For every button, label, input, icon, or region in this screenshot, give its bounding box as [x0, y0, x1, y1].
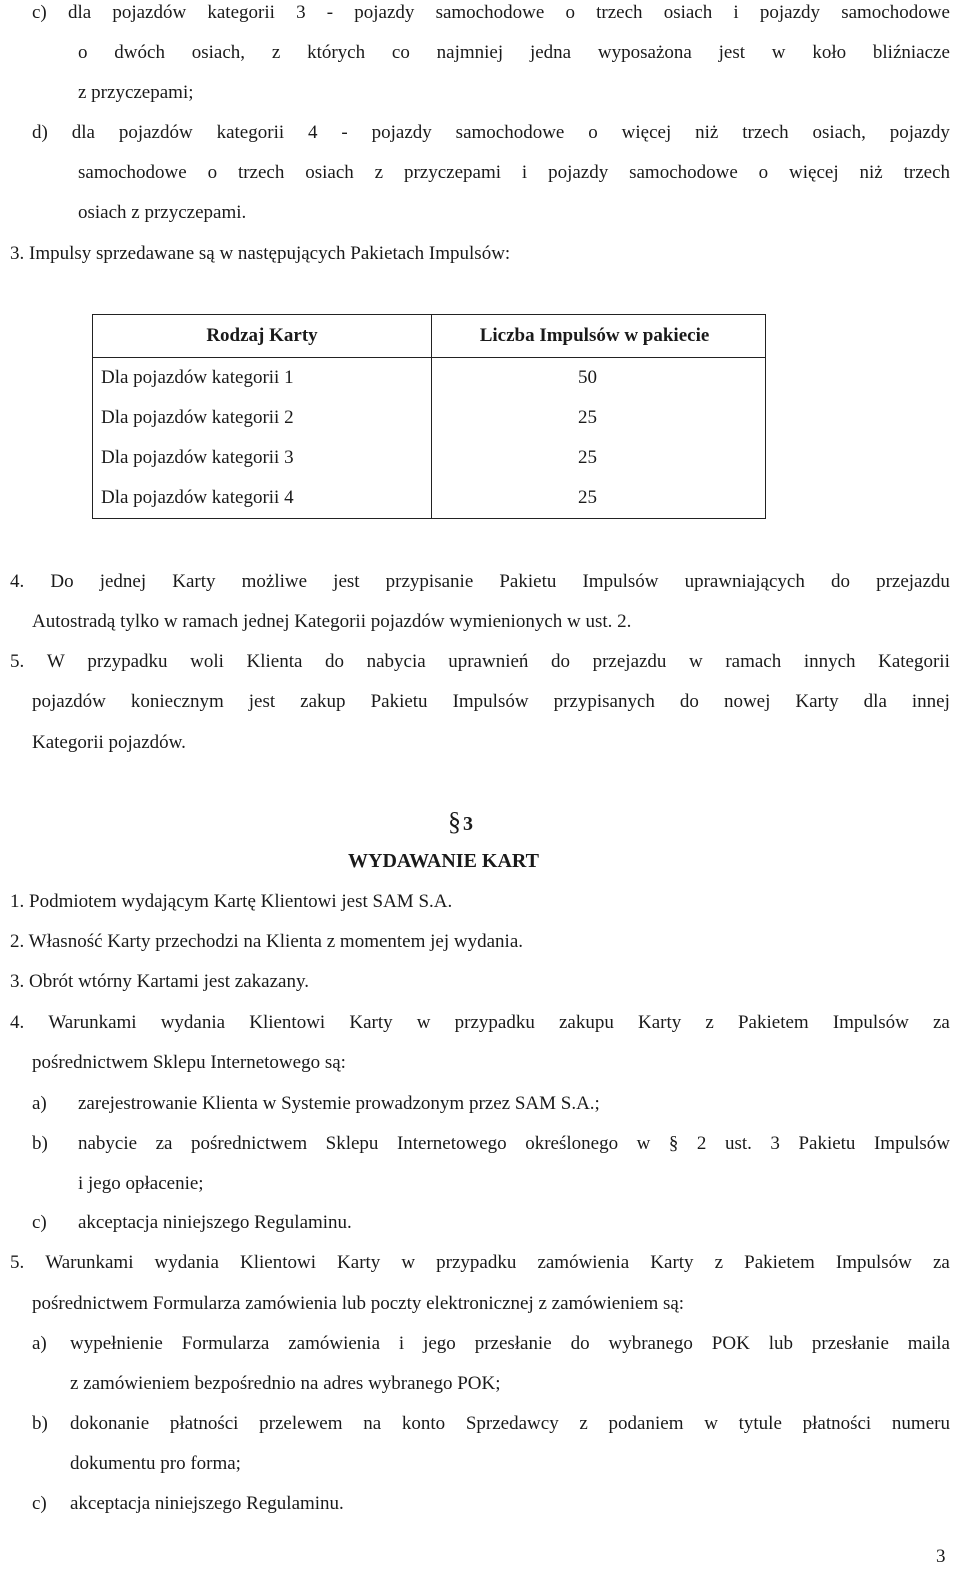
word: zamówienia	[288, 1333, 381, 1354]
section-number-value: 3	[463, 813, 473, 835]
section-item-4-line-1	[10, 1011, 950, 1035]
word: osiach	[305, 162, 354, 183]
word: Warunkami	[45, 1252, 134, 1273]
word: w	[636, 1133, 651, 1154]
paragraph-5-line-3: Kategorii pojazdów.	[32, 732, 186, 753]
table-cell-card-type: Dla pojazdów kategorii 2	[93, 398, 432, 438]
word: za	[932, 1012, 950, 1033]
word: najmniej	[436, 42, 504, 63]
item-c-line-1	[32, 1, 950, 25]
word: innych	[803, 651, 856, 672]
item-4c-text: akceptacja niniejszego Regulaminu.	[78, 1212, 352, 1233]
word: lub	[768, 1333, 793, 1354]
word: Internetowego	[396, 1133, 507, 1154]
word: trzech	[596, 2, 643, 23]
word: o	[78, 42, 88, 63]
word: 4	[308, 122, 318, 143]
word: przesłanie	[811, 1333, 889, 1354]
word: Sklepu	[325, 1133, 379, 1154]
section-item-4-line-2: pośrednictwem Sklepu Internetowego są:	[32, 1052, 346, 1073]
item-4b-marker: b)	[32, 1133, 48, 1154]
word: Karty	[650, 1252, 694, 1273]
word: maila	[907, 1333, 950, 1354]
word: pojazdów	[32, 691, 106, 712]
word: Klientowi	[239, 1252, 316, 1273]
word: samochodowe	[78, 162, 187, 183]
word: pojazdy	[354, 2, 415, 23]
word: na	[363, 1413, 382, 1434]
word: płatności	[802, 1413, 872, 1434]
word: do	[570, 1333, 590, 1354]
word: ust.	[724, 1133, 752, 1154]
word: Pakietem	[737, 1012, 809, 1033]
word: do	[830, 571, 850, 592]
word: -	[341, 122, 348, 143]
word: pojazdy	[889, 122, 950, 143]
item-d-line-2	[78, 161, 950, 185]
word: w	[416, 1012, 431, 1033]
word: 4.	[10, 1012, 25, 1033]
item-5a-text-line-2: z zamówieniem bezpośrednio na adres wybranego POK;	[70, 1373, 501, 1394]
section-item-2: 2. Własność Karty przechodzi na Klienta z momentem jej wydania.	[10, 931, 523, 952]
table-row	[93, 358, 766, 399]
word: pojazdy	[371, 122, 432, 143]
word: trzech	[742, 122, 789, 143]
word: numeru	[891, 1413, 950, 1434]
word: osiach,	[812, 122, 866, 143]
word: Impulsów	[873, 1133, 950, 1154]
word: możliwe	[241, 571, 308, 592]
word: co	[391, 42, 410, 63]
word: koło	[812, 42, 847, 63]
table-row	[93, 398, 766, 438]
word: §	[668, 1133, 679, 1154]
word: za	[155, 1133, 173, 1154]
word: 3	[296, 2, 306, 23]
word: z	[271, 42, 281, 63]
word: jest	[333, 571, 360, 592]
word: do	[551, 651, 571, 672]
word: z	[705, 1012, 714, 1033]
word: kategorii	[216, 122, 285, 143]
word: samochodowe	[435, 2, 545, 23]
word: zakup	[300, 691, 346, 712]
word: wydania	[154, 1252, 219, 1273]
item-5c-marker: c)	[32, 1493, 47, 1514]
word: przypadku	[87, 651, 168, 672]
word: W	[46, 651, 65, 672]
word: dokonanie	[70, 1413, 150, 1434]
table-cell-card-type: Dla pojazdów kategorii 4	[93, 478, 432, 519]
paragraph-sign-icon: §	[448, 807, 461, 836]
item-4c-marker: c)	[32, 1212, 47, 1233]
word: nabycie	[78, 1133, 138, 1154]
word: zamówienia	[537, 1252, 630, 1273]
word: w	[704, 1413, 718, 1434]
word: przyczepami	[403, 162, 502, 183]
word: Pakietu	[798, 1133, 856, 1154]
word: o	[565, 2, 575, 23]
word: i	[398, 1333, 405, 1354]
word: Karty	[172, 571, 216, 592]
word: więcej	[789, 162, 839, 183]
table-cell-impulse-count: 25	[432, 398, 766, 438]
word: przypisanie	[385, 571, 474, 592]
item-5b-text-line-1	[70, 1412, 950, 1436]
word: Klienta	[246, 651, 303, 672]
table-cell-impulse-count: 25	[432, 478, 766, 519]
word: Formularza	[181, 1333, 270, 1354]
word: o	[207, 162, 218, 183]
page-number: 3	[936, 1546, 946, 1567]
word: osiach	[663, 2, 713, 23]
word: woli	[190, 651, 224, 672]
section-item-5-line-1	[10, 1251, 950, 1275]
item-d-line-1	[32, 121, 950, 145]
word: przejazdu	[592, 651, 667, 672]
word: innej	[911, 691, 950, 712]
section-title: WYDAWANIE KART	[348, 850, 539, 872]
word: za	[932, 1252, 950, 1273]
word: dla	[863, 691, 887, 712]
word: podaniem	[608, 1413, 684, 1434]
item-c-line-2	[78, 41, 950, 65]
word: 5.	[10, 1252, 25, 1273]
item-4a-text: zarejestrowanie Klienta w Systemie prowadzonym przez SAM S.A.;	[78, 1093, 600, 1114]
word: przesłanie	[474, 1333, 552, 1354]
word: 2	[696, 1133, 707, 1154]
word: niż	[695, 122, 719, 143]
word: nabycia	[366, 651, 426, 672]
word: przejazdu	[876, 571, 950, 592]
word: ramach	[725, 651, 782, 672]
table-row	[93, 438, 766, 478]
word: o	[588, 122, 598, 143]
word: i	[521, 162, 528, 183]
paragraph-5-line-2	[32, 690, 950, 714]
word: jest	[248, 691, 276, 712]
word: z	[714, 1252, 724, 1273]
word: Pakietu	[499, 571, 557, 592]
word: dwóch	[114, 42, 165, 63]
word: Impulsów	[582, 571, 659, 592]
word: wybranego	[608, 1333, 693, 1354]
word: przelewem	[259, 1413, 343, 1434]
word: więcej	[621, 122, 672, 143]
table-header-impulse-count: Liczba Impulsów w pakiecie	[432, 315, 766, 358]
item-5b-text-line-2: dokumentu pro forma;	[70, 1453, 241, 1474]
word: dla	[67, 2, 92, 23]
section-item-1: 1. Podmiotem wydającym Kartę Klientowi jest SAM S.A.	[10, 891, 453, 912]
word: trzech	[237, 162, 285, 183]
word: jego	[423, 1333, 456, 1354]
word: do	[679, 691, 699, 712]
word: zakupu	[558, 1012, 614, 1033]
word: wypełnienie	[70, 1333, 163, 1354]
word: osiach,	[191, 42, 246, 63]
impulse-packages-table	[92, 314, 766, 519]
item-4a-marker: a)	[32, 1093, 47, 1114]
item-d-line-3: osiach z przyczepami.	[78, 202, 247, 223]
word: w	[771, 42, 786, 63]
item-5c-text: akceptacja niniejszego Regulaminu.	[70, 1493, 344, 1514]
word: Impulsów	[452, 691, 529, 712]
word: samochodowe	[455, 122, 565, 143]
section-number	[448, 807, 473, 836]
word: i	[733, 2, 739, 23]
word: pojazdów	[118, 122, 193, 143]
word: 3	[770, 1133, 780, 1154]
word: których	[307, 42, 366, 63]
table-cell-card-type: Dla pojazdów kategorii 1	[93, 358, 432, 399]
word: płatności	[169, 1413, 239, 1434]
word: dla	[71, 122, 95, 143]
word: z	[579, 1413, 588, 1434]
word: -	[326, 2, 334, 23]
item-5b-marker: b)	[32, 1413, 48, 1434]
item-4b-text-line-2: i jego opłacenie;	[78, 1173, 204, 1194]
table-cell-impulse-count: 50	[432, 358, 766, 399]
word: Do	[50, 571, 74, 592]
word: samochodowe	[629, 162, 738, 183]
word: 4.	[10, 571, 25, 592]
item-c-line-3: z przyczepami;	[78, 82, 194, 103]
word: w	[689, 651, 703, 672]
word: uprawnień	[448, 651, 529, 672]
item-5a-marker: a)	[32, 1333, 47, 1354]
table-cell-impulse-count: 25	[432, 438, 766, 478]
word: wyposażona	[597, 42, 692, 63]
word: Karty	[795, 691, 839, 712]
word: nowej	[723, 691, 771, 712]
word: w	[401, 1252, 416, 1273]
item-4b-text-line-1	[78, 1132, 950, 1156]
word: Impulsów	[832, 1012, 909, 1033]
word: Kategorii	[878, 651, 950, 672]
word: pośrednictwem	[191, 1133, 308, 1154]
word: Pakietu	[370, 691, 428, 712]
word: Karty	[337, 1252, 381, 1273]
word: POK	[711, 1333, 750, 1354]
word: przypadku	[454, 1012, 535, 1033]
word: bliźniacze	[872, 42, 950, 63]
word: jedna	[529, 42, 572, 63]
word: Warunkami	[48, 1012, 137, 1033]
word: jednej	[99, 571, 147, 592]
word: pojazdy	[548, 162, 609, 183]
word: pojazdów	[112, 2, 187, 23]
section-item-5-line-2: pośrednictwem Formularza zamówienia lub poczty elektronicznej z zamówieniem są:	[32, 1293, 685, 1314]
word: Impulsów	[835, 1252, 912, 1273]
word: Karty	[638, 1012, 682, 1033]
item-5a-text-line-1	[70, 1332, 950, 1356]
word: pojazdy	[759, 2, 821, 23]
table-cell-card-type: Dla pojazdów kategorii 3	[93, 438, 432, 478]
word: jest	[718, 42, 745, 63]
word: niż	[859, 162, 883, 183]
word: Sprzedawcy	[465, 1413, 559, 1434]
word: przypadku	[436, 1252, 517, 1273]
word: określonego	[525, 1133, 619, 1154]
word: d)	[32, 122, 48, 143]
word: o	[758, 162, 769, 183]
word: tytule	[738, 1413, 782, 1434]
word: kategorii	[207, 2, 275, 23]
paragraph-4-line-2: Autostradą tylko w ramach jednej Kategorii pojazdów wymienionych w ust. 2.	[32, 611, 632, 632]
word: z	[374, 162, 384, 183]
word: Karty	[349, 1012, 393, 1033]
table-header-row	[93, 315, 766, 358]
section-item-3: 3. Obrót wtórny Kartami jest zakazany.	[10, 971, 309, 992]
word: 5.	[10, 651, 25, 672]
word: Klientowi	[249, 1012, 326, 1033]
table-header-card-type: Rodzaj Karty	[93, 315, 432, 358]
word: trzech	[903, 162, 950, 183]
word: c)	[32, 2, 47, 23]
paragraph-5-line-1	[10, 650, 950, 674]
table-row	[93, 478, 766, 519]
paragraph-3: 3. Impulsy sprzedawane są w następujących Pakietach Impulsów:	[10, 243, 511, 264]
paragraph-4-line-1	[10, 570, 950, 594]
word: wydania	[160, 1012, 226, 1033]
word: samochodowe	[841, 2, 950, 23]
word: uprawniających	[684, 571, 805, 592]
word: przypisanych	[553, 691, 655, 712]
word: koniecznym	[130, 691, 224, 712]
word: konto	[401, 1413, 446, 1434]
word: do	[325, 651, 344, 672]
word: Pakietem	[744, 1252, 815, 1273]
